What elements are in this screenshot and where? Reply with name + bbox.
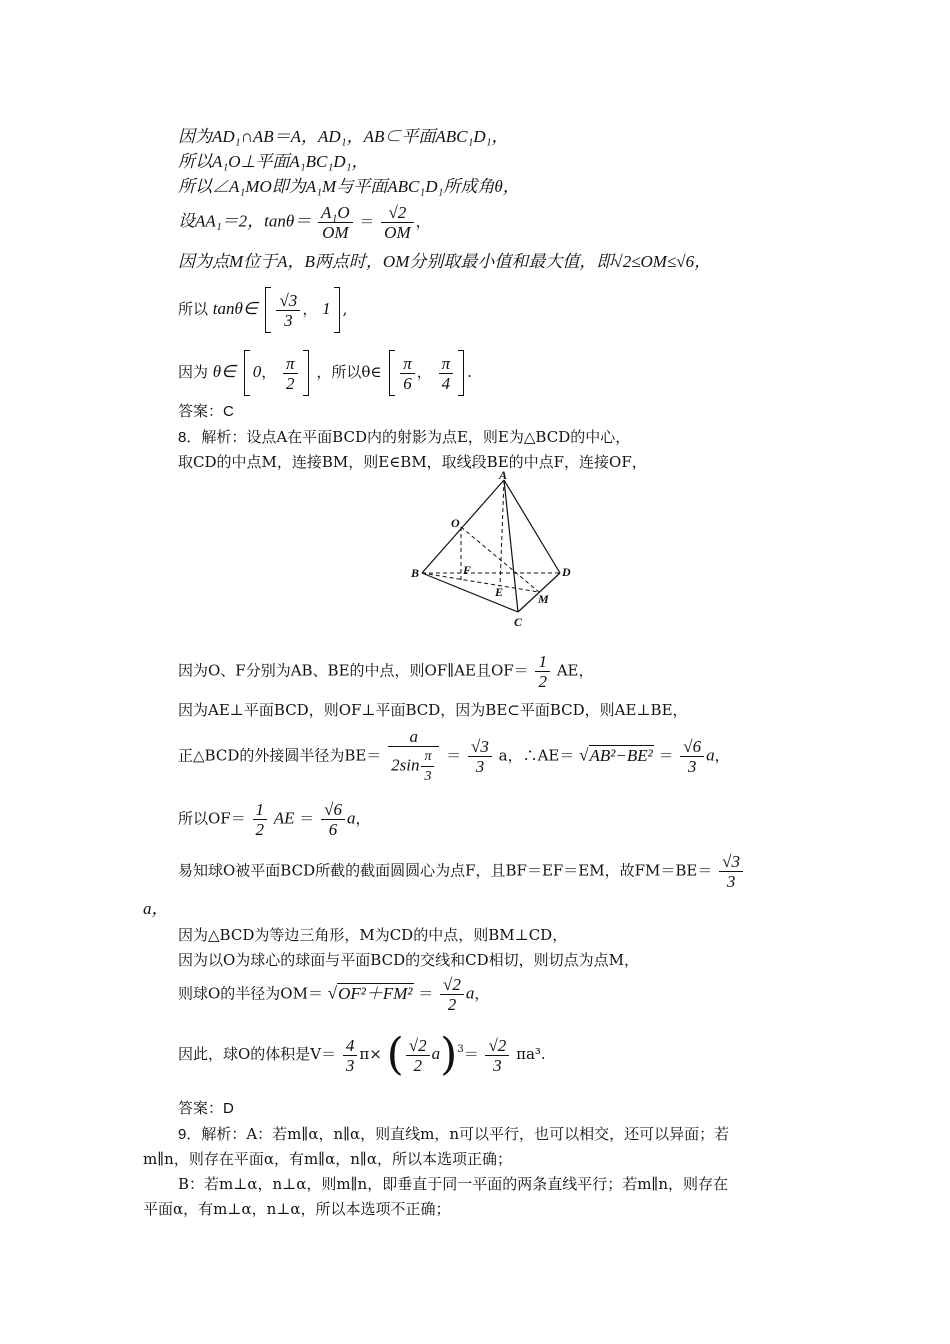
section-heading: 9．解析：	[178, 1126, 247, 1143]
text: 因为	[178, 363, 209, 381]
text: 设点A在平面BCD内的射影为点E，则E为△BCD的中心，	[246, 428, 631, 446]
text: 所以OF＝	[178, 809, 246, 828]
math-text: 所以A₁O⊥平面A₁BC₁D₁，	[178, 152, 369, 171]
text-line	[178, 1124, 729, 1145]
answer-line: 答案：C	[178, 403, 234, 420]
text-line: 所以OF＝ $\frac{1}{2}$ AE ＝ $\frac{√6}{6}$ a，	[178, 800, 371, 839]
text-line: 则球O的半径为OM＝ √OF²＋FM² ＝ $\frac{√2}{2}$ a，	[178, 975, 490, 1014]
text-line	[178, 925, 567, 945]
fraction: $\frac{√6}{3}$	[680, 737, 704, 776]
fraction: $\frac{4}{3}$	[343, 1036, 358, 1075]
text-line	[178, 152, 369, 172]
label-a: A	[499, 470, 508, 482]
text-line	[178, 1174, 728, 1194]
text: 所以	[178, 300, 209, 318]
fraction: $\frac{\text{A₁O}}{OM}$	[318, 203, 353, 242]
text: πa³.	[516, 1045, 546, 1063]
label-m: M	[538, 592, 549, 606]
fraction: a 2sin $\frac{\pi}{3}$	[388, 727, 439, 786]
label-e: E	[495, 585, 504, 599]
text: a，	[143, 899, 169, 918]
section-heading: 8．解析：	[178, 429, 247, 446]
answer-line: 答案：D	[178, 1100, 234, 1117]
fraction: $\frac{√3}{3}$	[468, 737, 492, 776]
text: 因为O、F分别为AB、BE的中点，则OF∥AE且OF＝	[178, 661, 529, 680]
tetrahedron-figure	[400, 470, 580, 632]
text: 平面α，有m⊥α，n⊥α，所以本选项不正确；	[143, 1200, 451, 1218]
math-text: 设AA₁＝2，tanθ＝	[178, 211, 312, 231]
segment-bm	[422, 573, 539, 592]
text: AE，	[556, 661, 594, 680]
fraction: $\frac{√2}{OM}$	[381, 203, 413, 242]
edge-bc	[422, 573, 518, 612]
text-line	[143, 899, 169, 919]
segment-ae	[500, 480, 504, 586]
text: 则球O的半径为OM＝	[178, 984, 323, 1003]
label-d: D	[562, 565, 571, 579]
text: 取CD的中点M，连接BM，则E∈BM，取线段BE的中点F，连接OF，	[178, 453, 647, 471]
text-line	[178, 177, 520, 197]
label-c: C	[514, 615, 523, 629]
text-line: 因为 θ∈ 0， $\frac{\pi}{2}$ ，所以θ∈ $\frac{\pi}{6}$ ， $\frac{\pi}{4}$ .	[178, 350, 472, 396]
fraction: $\frac{1}{2}$	[535, 652, 550, 691]
text: B：若m⊥α，n⊥α，则m∥n，即垂直于同一平面的两条直线平行；若m∥n，则存在	[178, 1175, 729, 1193]
text: m∥n，则存在平面α，有m∥α，n∥α，所以本选项正确；	[143, 1150, 512, 1168]
text-line	[178, 427, 630, 448]
fraction: $\frac{\pi}{2}$	[283, 354, 298, 393]
fraction: $\frac{1}{2}$	[253, 800, 268, 839]
text-line	[178, 700, 688, 720]
text: 因为AE⊥平面BCD，则OF⊥平面BCD，因为BE⊂平面BCD，则AE⊥BE，	[178, 701, 688, 719]
text-line	[178, 252, 711, 272]
edge-ab	[422, 480, 504, 573]
text: 因为△BCD为等边三角形，M为CD的中点，则BM⊥CD，	[178, 926, 568, 944]
text: 因为以O为球心的球面与平面BCD的交线和CD相切，则切点为点M，	[178, 951, 639, 969]
text-line	[178, 950, 639, 970]
fraction: $\frac{√3}{3}$	[719, 852, 743, 891]
text-line	[143, 1149, 512, 1169]
text: 因此，球O的体积是V＝	[178, 1045, 337, 1063]
text-line: 所以 tanθ∈ $\frac{√3}{3}$ ， 1 ,	[178, 287, 347, 333]
text-line	[178, 452, 647, 472]
text-line	[178, 852, 745, 891]
text-line: 正△BCD的外接圆半径为BE＝ a 2sin $\frac{\pi}{3}$ ＝ $\frac{√3}{3}$ a，∴AE＝ √AB²−BE² ＝ $\frac{√6}{3}$ a，	[178, 727, 730, 784]
text-line	[178, 127, 509, 147]
text: A：若m∥α，n∥α，则直线m，n可以平行，也可以相交，还可以异面；若	[246, 1125, 730, 1143]
fraction: $\frac{\pi}{4}$	[439, 354, 454, 393]
fraction: $\frac{\pi}{6}$	[400, 354, 415, 393]
label-b: B	[411, 566, 420, 580]
fraction: $\frac{√6}{6}$	[321, 800, 345, 839]
label-o: O	[451, 516, 460, 530]
text: 正△BCD的外接圆半径为BE＝	[178, 746, 382, 765]
value: 1	[322, 299, 331, 318]
segment-om	[461, 527, 539, 592]
fraction: $\frac{√2}{2}$	[406, 1036, 430, 1075]
text: 易知球O被平面BCD所截的截面圆圆心为点F，且BF＝EF＝EM，故FM＝BE＝	[178, 861, 713, 880]
fraction: $\frac{√3}{3}$	[276, 291, 300, 330]
text: ，所以θ∈	[316, 363, 382, 381]
fraction: $\frac{√2}{3}$	[485, 1036, 509, 1075]
text-line: 因此，球O的体积是V＝ $\frac{4}{3}$ π× ( $\frac{√2}{2}$ a)$^3$＝ $\frac{√2}{3}$ πa³.	[178, 1029, 546, 1080]
text-line	[143, 1199, 451, 1219]
math-text: 因为点M位于A，B两点时，OM分别取最小值和最大值，即√2≤OM≤√6，	[178, 252, 712, 271]
math-text: 因为AD₁∩AB＝A，AD₁，AB⊂平面ABC₁D₁，	[178, 127, 509, 146]
math-text: 所以∠A₁MO即为A₁M与平面ABC₁D₁所成角θ，	[178, 177, 520, 196]
fraction: $\frac{√2}{2}$	[440, 975, 464, 1014]
text-line: 设AA₁＝2，tanθ＝ $\frac{\text{A₁O}}{OM}$ ＝ $\frac{√2}{OM}$ ，	[178, 203, 431, 242]
text-line	[178, 652, 594, 691]
text: a，∴AE＝	[498, 746, 575, 765]
label-f: F	[463, 563, 472, 577]
